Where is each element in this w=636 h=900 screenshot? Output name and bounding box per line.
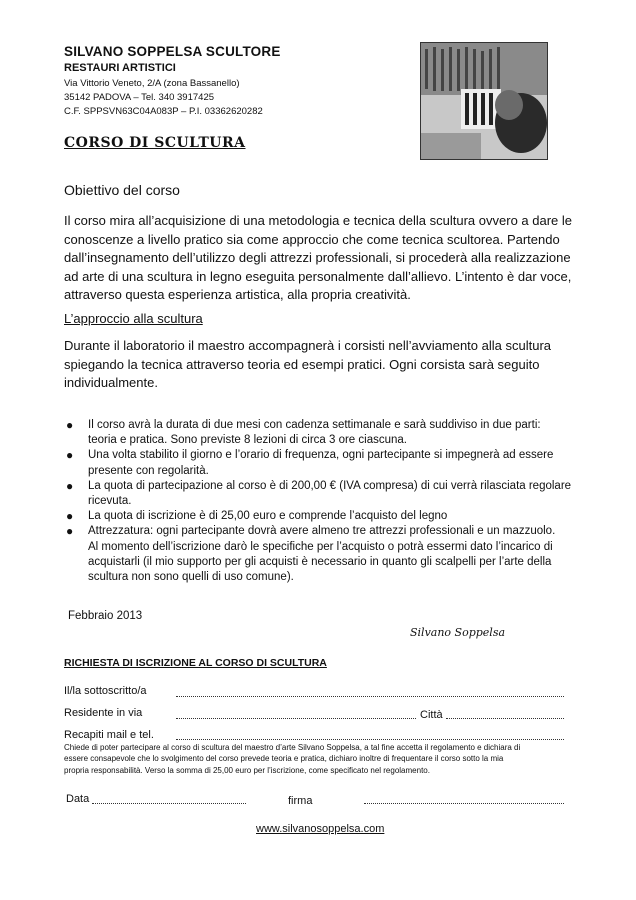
contacts-field[interactable] (176, 739, 564, 740)
list-item (64, 509, 584, 524)
list-item-line: Il corso avrà la durata di due mesi con cadenza settimanale e sarà suddiviso in due parti: (88, 419, 541, 431)
document-date: Febbraio 2013 (68, 610, 143, 622)
declaration-line: essere consapevole che lo svolgimento del corso prevede teoria e pratica, dichiaro inoltre di frequentare il corso sotto la mia (64, 754, 504, 764)
bullet-icon: ● (66, 418, 74, 432)
course-rules-list (64, 418, 584, 585)
address-line: Via Vittorio Veneto, 2/A (zona Bassanello) (64, 78, 240, 89)
contacts-label: Recapiti mail e tel. (64, 729, 154, 741)
objective-line: attraverso questa esperienza artistica, alla propria creatività. (64, 287, 411, 302)
website-link[interactable]: www.silvanosoppelsa.com (256, 823, 385, 835)
approach-line: individualmente. (64, 375, 158, 390)
approach-text (64, 337, 574, 393)
city-label: Città (420, 709, 443, 721)
list-item (64, 448, 584, 478)
list-item-line: ricevuta. (88, 495, 132, 508)
undersigned-label: Il/la sottoscritto/a (64, 685, 147, 697)
list-item-line: La quota di iscrizione è di 25,00 euro e comprende l’acquisto del legno (88, 510, 448, 523)
declaration-line: Chiede di poter partecipare al corso di scultura del maestro d’arte Silvano Soppelsa, a tal fine accetta il regolamento e dichiara di (64, 743, 521, 752)
approach-line: Durante il laboratorio il maestro accompagnerà i corsisti nell’avviamento alla scultura (64, 338, 551, 353)
declaration-line: propria responsabilità. Verso la somma di 25,00 euro per l’iscrizione, come specificato nel regolamento. (64, 765, 430, 775)
bullet-icon: ● (66, 524, 74, 539)
undersigned-field[interactable] (176, 696, 564, 697)
registration-declaration (64, 742, 564, 776)
objective-line: Il corso mira all’acquisizione di una metodologia e tecnica della scultura ovvero a dare le (64, 213, 572, 228)
objective-line: conoscenze a livello pratico sia come approccio che come tecnica scultorea. Partendo (64, 231, 560, 247)
list-item (64, 524, 584, 585)
bullet-icon: ● (66, 509, 74, 524)
author-signature: Silvano Soppelsa (410, 626, 506, 639)
resident-label: Residente in via (64, 707, 143, 719)
list-item (64, 418, 584, 448)
list-item-line: La quota di partecipazione al corso è di 200,00 € (IVA compresa) di cui verrà rilasciata regolare (88, 479, 572, 492)
city-phone-line: 35142 PADOVA – Tel. 340 3917425 (64, 92, 215, 103)
list-item-line: scultura non sono quelli di uso comune). (88, 571, 294, 584)
date-label: Data (66, 793, 90, 805)
signature-label: firma (288, 795, 313, 807)
bullet-icon: ● (66, 478, 74, 493)
objective-heading: Obiettivo del corso (64, 182, 180, 198)
approach-line: spiegando la tecnica attraverso teoria ed esempi pratici. Ogni corsista sarà seguito (64, 356, 540, 372)
sculptor-photo (420, 42, 548, 160)
bullet-icon: ● (66, 448, 74, 463)
list-item-line: Una volta stabilito il giorno e l’orario di frequenza, ogni partecipante si impegnerà ad essere (88, 449, 554, 462)
list-item-line: presente con regolarità. (88, 464, 209, 477)
author-name: SILVANO SOPPELSA SCULTORE (64, 44, 281, 59)
list-item-line: Attrezzatura: ogni partecipante dovrà avere almeno tre attrezzi professionali e un mazzuolo. (88, 525, 556, 538)
objective-line: dall’insegnamento dell’utilizzo degli attrezzi professionali, si procederà alla realizzazione (64, 250, 571, 265)
approach-heading: L’approccio alla scultura (64, 311, 203, 326)
date-field[interactable] (92, 803, 246, 804)
signature-field[interactable] (364, 803, 564, 804)
course-title: CORSO DI SCULTURA (64, 135, 246, 151)
objective-text (64, 212, 574, 305)
tax-line: C.F. SPPSVN63C04A083P – P.I. 03362620282 (64, 106, 263, 117)
objective-line: ad arte di una scultura in legno eseguita personalmente dall’allievo. L’intento è dar voce, (64, 268, 572, 284)
list-item-line: Al momento dell’iscrizione darò le specifiche per l’acquisto o potrà essermi dato l’incarico di (88, 540, 553, 553)
list-item (64, 479, 584, 509)
resident-field[interactable] (176, 718, 416, 719)
registration-form-title: RICHIESTA DI ISCRIZIONE AL CORSO DI SCULTURA (64, 657, 327, 669)
list-item-line: acquistarli (il mio supporto per gli acquisti è necessario in quanto gli scalpelli per l’arte della (88, 555, 552, 568)
city-field[interactable] (446, 718, 564, 719)
list-item-line: teoria e pratica. Sono previste 8 lezioni di circa 3 ore ciascuna. (88, 434, 407, 447)
author-subtitle: RESTAURI ARTISTICI (64, 62, 176, 74)
